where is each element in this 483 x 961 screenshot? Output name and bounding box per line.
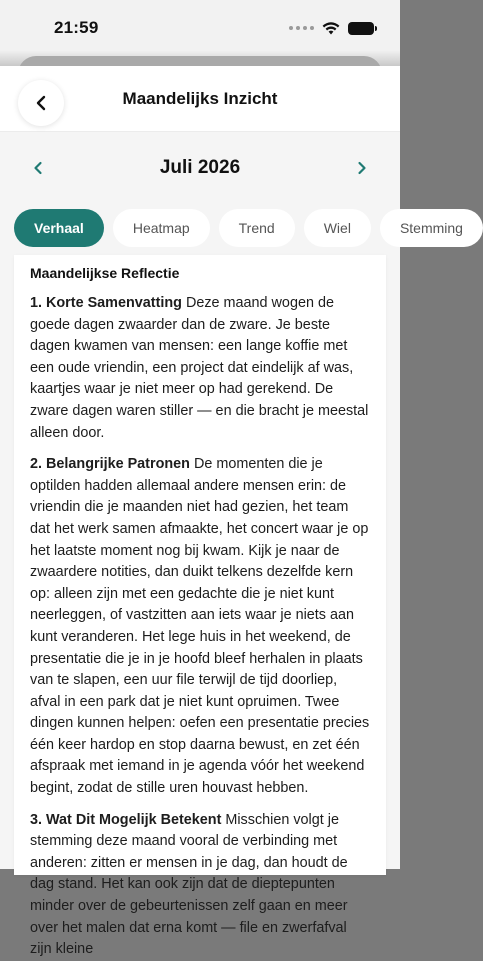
tab-wiel[interactable]: Wiel: [304, 209, 371, 247]
section-heading: 1. Korte Samenvatting: [30, 295, 182, 311]
previous-month-button[interactable]: [28, 158, 48, 178]
tab-verhaal[interactable]: Verhaal: [14, 209, 104, 247]
reflection-card[interactable]: [14, 255, 386, 958]
tab-trend[interactable]: Trend: [219, 209, 295, 247]
monthly-insight-sheet: [0, 66, 463, 958]
tab-stemming[interactable]: Stemming: [380, 209, 483, 247]
section-summary: [30, 293, 370, 444]
section-text: Deze maand wogen de goede dagen zwaarder dan de zware. Je beste dagen kwamen van mensen: een lange koffie met een oude vriendin, een project dat eindelijk af was, kaartjes waar je niet meer op had gerekend. De zware dagen waren stiller — en die bracht je meestal alleen door.: [30, 295, 369, 441]
chevron-left-icon: [35, 95, 47, 111]
battery-icon: [348, 22, 374, 35]
wifi-icon: [322, 22, 340, 35]
signal-dots-icon: [289, 26, 314, 30]
month-label: Juli 2026: [159, 157, 241, 178]
sheet-header: [0, 66, 400, 132]
back-button[interactable]: [18, 80, 64, 126]
status-bar: [0, 0, 400, 56]
status-icons: [289, 22, 374, 35]
next-month-button[interactable]: [352, 158, 372, 178]
chevron-right-icon: [357, 161, 367, 175]
section-heading: 3. Wat Dit Mogelijk Betekent: [30, 811, 222, 828]
chevron-left-icon: [33, 161, 43, 175]
section-patterns: [30, 454, 370, 800]
section-meaning: [30, 810, 370, 961]
view-tabs: [0, 204, 463, 252]
status-time: 21:59: [54, 18, 99, 37]
section-text: De momenten die je optilden hadden allemaal andere mensen erin: de vriendin die je maanden niet had gezien, het team dat het werk samen afmaakte, het concert waar je op het laatste moment nog bij kwam. Kijk je naar de zwaardere notities, dan duikt telkens dezelfde kern op: alleen zijn met een gedachte die je niet kunt neerleggen, of vastzitten aan iets waar je niets aan kunt veranderen. Het lege huis in het weekend, de presentatie die je in je hoofd bleef herhalen in plaats van te slapen, een uur file terwijl de tijd doorliep, afval in een park dat je niet kunt opruimen. Twee dingen kunnen helpen: oefen een presentatie precies één keer hardop en stop daarna bewust, en zet één afspraak met iemand in je agenda vóór het weekend begint, zodat de stille uren houvast hebben.: [30, 456, 370, 797]
page-title: Maandelijks Inzicht: [122, 88, 278, 108]
section-heading: 2. Belangrijke Patronen: [30, 456, 190, 473]
section-text: Misschien volgt je stemming deze maand vooral de verbinding met anderen: zitten er mensen in je dag, dan houdt de dag stand. Het kan ook zijn dat de dieptepunten minder over de gebeurtenissen zelf gaan en meer over het malen dat erna komt — file en zwerfafval zijn kleine: [30, 811, 348, 958]
reflection-title: Maandelijkse Reflectie: [30, 265, 180, 281]
month-navigator: [0, 132, 400, 204]
tab-heatmap[interactable]: Heatmap: [113, 209, 210, 247]
